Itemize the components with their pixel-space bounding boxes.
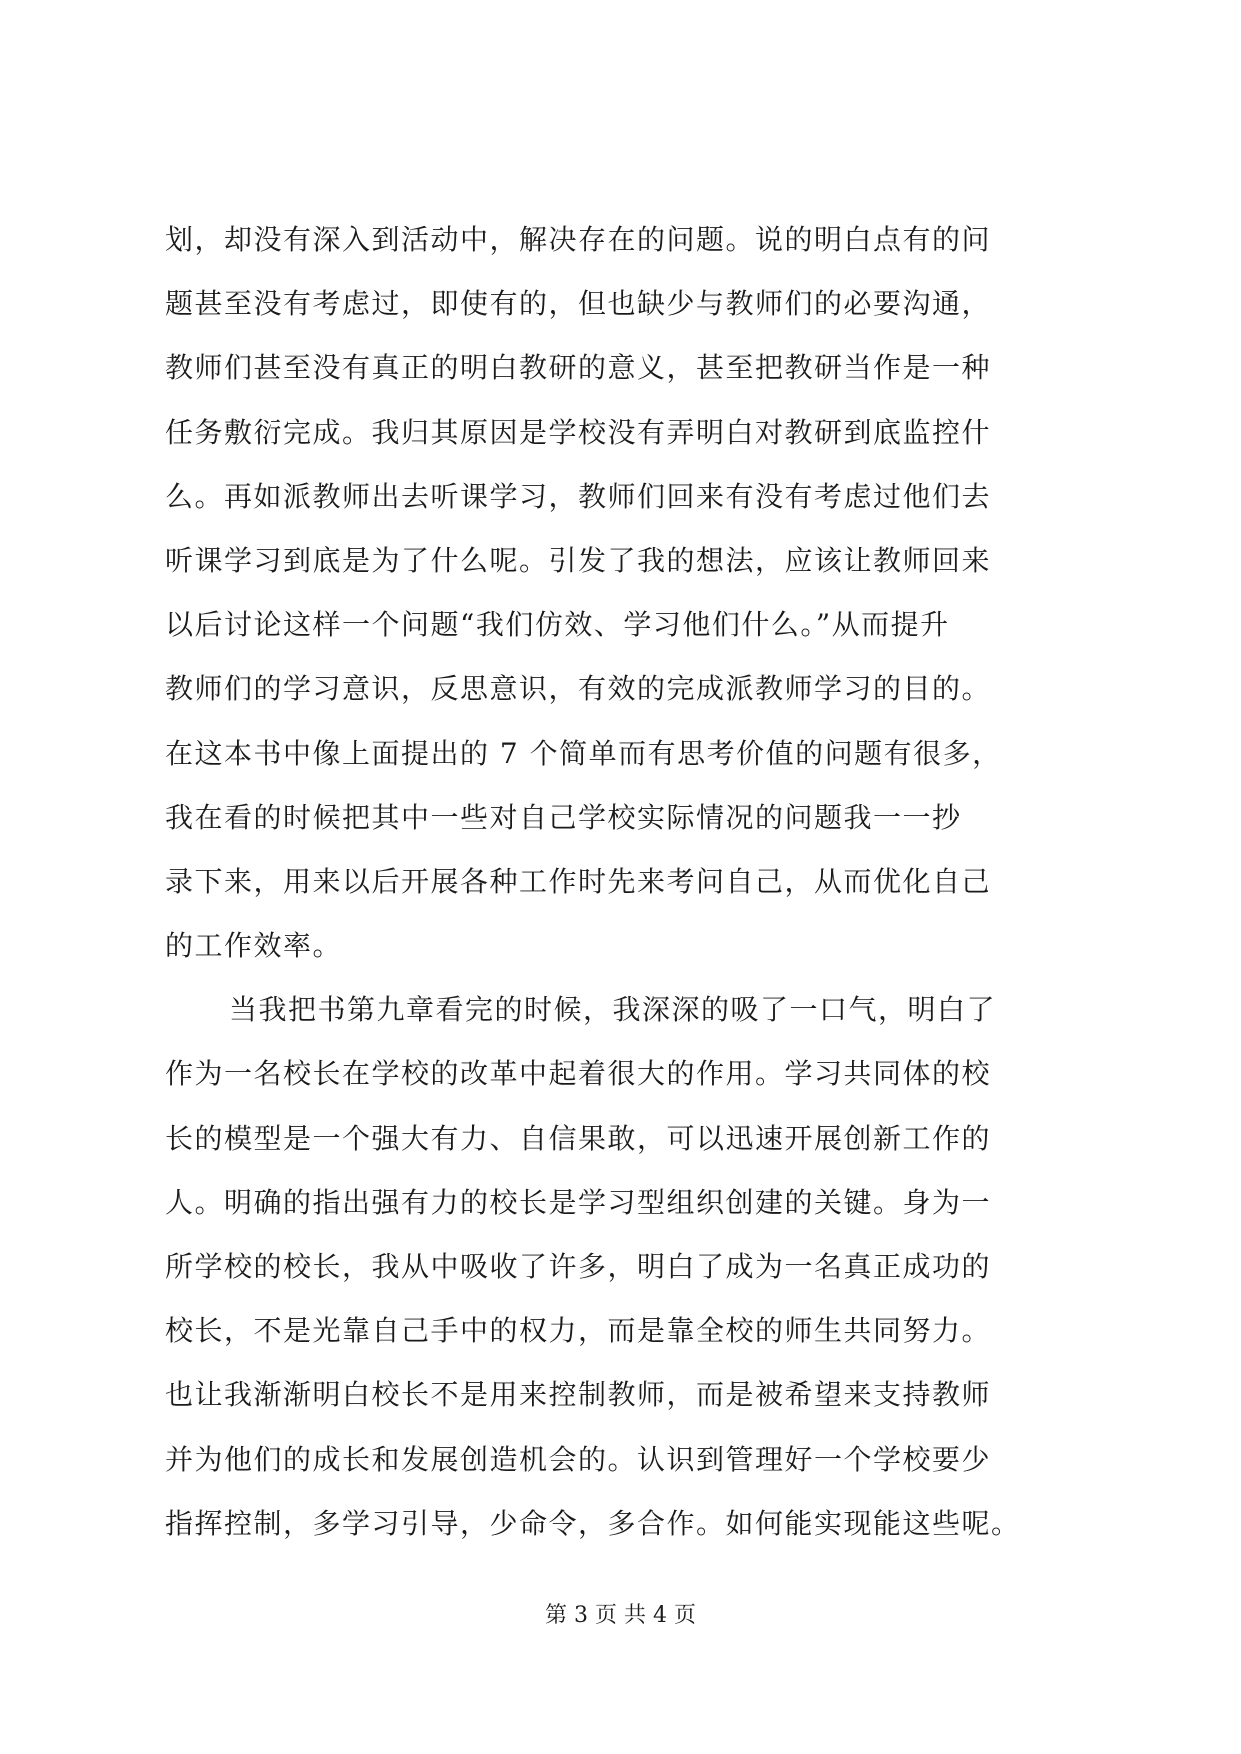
text-line: 划，却没有深入到活动中，解决存在的问题。说的明白点有的问 xyxy=(165,223,992,256)
paragraph-start-line: 当我把书第九章看完的时候，我深深的吸了一口气，明白了 xyxy=(229,993,997,1027)
page-number-footer: 第 3 页 共 4 页 xyxy=(545,1603,696,1628)
text-line: 教师们甚至没有真正的明白教研的意义，甚至把教研当作是一种 xyxy=(165,351,992,385)
text-line: 听课学习到底是为了什么呢。引发了我的想法，应该让教师回来 xyxy=(165,543,992,577)
text-line: 么。再如派教师出去听课学习，教师们回来有没有考虑过他们去 xyxy=(165,479,992,513)
text-line: 的工作效率。 xyxy=(165,929,343,963)
text-line: 所学校的校长，我从中吸收了许多，明白了成为一名真正成功的 xyxy=(165,1250,992,1283)
text-line: 录下来，用来以后开展各种工作时先来考问自己，从而优化自己 xyxy=(165,864,992,898)
text-line: 也让我渐渐明白校长不是用来控制教师，而是被希望来支持教师 xyxy=(165,1378,992,1412)
text-line: 指挥控制，多学习引导，少命令，多合作。如何能实现能这些呢。 xyxy=(165,1506,1021,1540)
text-line: 并为他们的成长和发展创造机会的。认识到管理好一个学校要少 xyxy=(165,1442,992,1476)
text-line: 在这本书中像上面提出的 7 个简单而有思考价值的问题有很多， xyxy=(165,736,1002,770)
document-body xyxy=(165,208,1080,1556)
text-line: 题甚至没有考虑过，即使有的，但也缺少与教师们的必要沟通， xyxy=(165,287,992,321)
text-line: 校长，不是光靠自己手中的权力，而是靠全校的师生共同努力。 xyxy=(165,1314,992,1348)
text-line: 任务敷衍完成。我归其原因是学校没有弄明白对教研到底监控什 xyxy=(165,415,992,449)
text-line: 以后讨论这样一个问题“我们仿效、学习他们什么。”从而提升 xyxy=(165,608,950,642)
text-line: 教师们的学习意识，反思意识，有效的完成派教师学习的目的。 xyxy=(165,672,992,706)
text-line: 我在看的时候把其中一些对自己学校实际情况的问题我一一抄 xyxy=(165,800,962,834)
text-line: 人。明确的指出强有力的校长是学习型组织创建的关键。身为一 xyxy=(165,1185,992,1219)
text-line: 作为一名校长在学校的改革中起着很大的作用。学习共同体的校 xyxy=(165,1057,992,1091)
text-line: 长的模型是一个强大有力、自信果敢，可以迅速开展创新工作的 xyxy=(165,1121,992,1155)
